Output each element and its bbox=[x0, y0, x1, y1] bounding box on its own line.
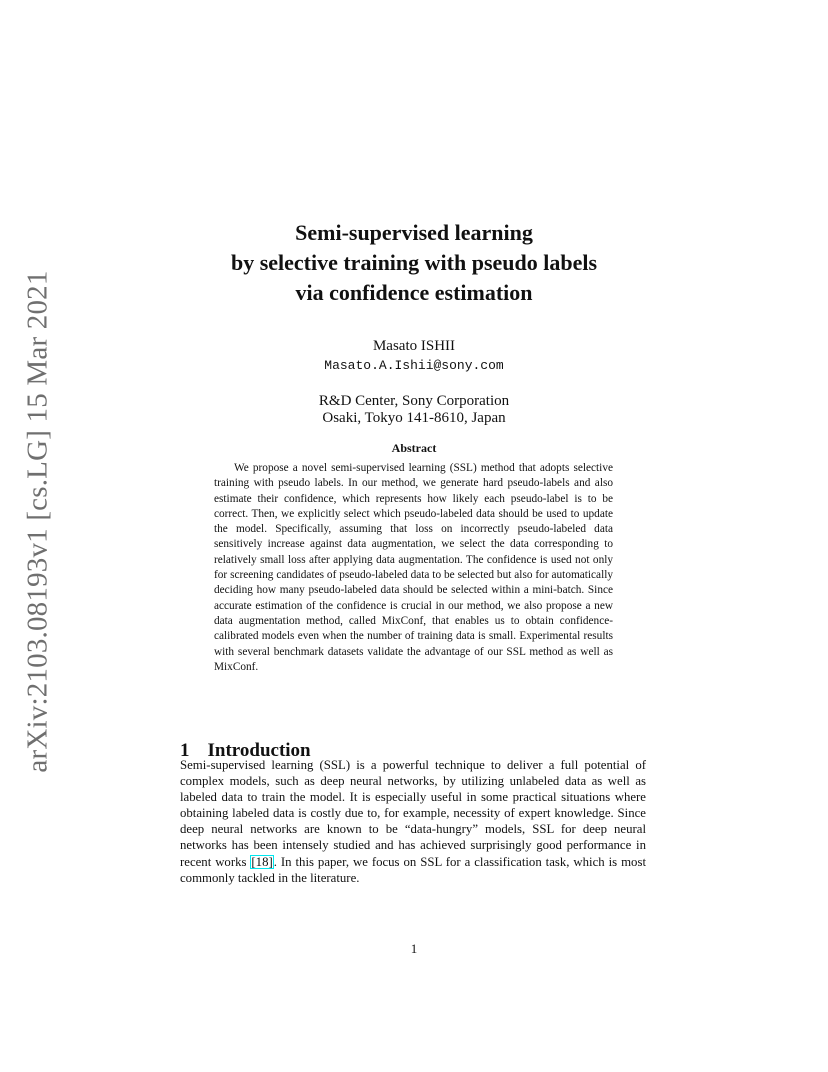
introduction-text-before-citation: Semi-supervised learning (SSL) is a powerful technique to deliver a full potential of complex models, such as deep neural networks, by utilizing unlabeled data as well as labeled data to train the model. It is especially useful in some practical situations where obtaining labeled data is costly due to, for example, necessity of expert knowledge. Since deep neural networks are known to be “data-hungry” models, SSL for deep neural networks has been intensely studied and has achieved surprisingly good performance in recent works bbox=[180, 758, 646, 869]
paper-title-line-2: by selective training with pseudo labels bbox=[230, 250, 598, 275]
arxiv-stamp bbox=[20, 269, 56, 773]
section-title: Introduction bbox=[207, 739, 311, 761]
author-email: Masato.A.Ishii@sony.com bbox=[324, 358, 504, 373]
abstract-text: We propose a novel semi-supervised learning (SSL) method that adopts selective training with pseudo labels. In our method, we generate hard pseudo-labels and also estimate their confidence, which represents how likely each pseudo-label is to be correct. Then, we explicitly select which pseudo-labeled data should be used to update the model. Specifically, assuming that loss on incorrectly pseudo-labeled data sensitively increase against data augmentation, we select the data corresponding to relatively small loss after applying data augmentation. The confidence is used not only for screening candidates of pseudo-labeled data to be selected but also for automatically deciding how many pseudo-labeled data should be selected within a mini-batch. Since accurate estimation of the confidence is crucial in our method, we also propose a new data augmentation method, called MixConf, that enables us to obtain confidence-calibrated models even when the number of training data is small. Experimental results with several benchmark datasets validate the advantage of our SSL method as well as MixConf. bbox=[214, 462, 613, 673]
introduction-paragraph bbox=[180, 757, 646, 886]
affiliation-line-2: Osaki, Tokyo 141-8610, Japan bbox=[322, 410, 506, 426]
citation-link[interactable]: [18] bbox=[251, 854, 273, 869]
paper-header bbox=[160, 218, 668, 427]
author-affiliation bbox=[160, 393, 668, 427]
author-name: Masato ISHII bbox=[372, 338, 456, 354]
affiliation-line-1: R&D Center, Sony Corporation bbox=[318, 393, 510, 409]
introduction-text-after-citation: . In this paper, we focus on SSL for a classification task, which is most commonly tackled in the literature. bbox=[180, 854, 646, 885]
page-number: 1 bbox=[410, 941, 418, 956]
abstract-heading: Abstract bbox=[391, 441, 437, 455]
section-number: 1 bbox=[180, 739, 190, 761]
paper-title-line-3: via confidence estimation bbox=[295, 280, 533, 305]
arxiv-identifier: arXiv:2103.08193v1 [cs.LG] 15 Mar 2021 bbox=[21, 269, 54, 773]
paper-title-line-1: Semi-supervised learning bbox=[295, 220, 533, 245]
